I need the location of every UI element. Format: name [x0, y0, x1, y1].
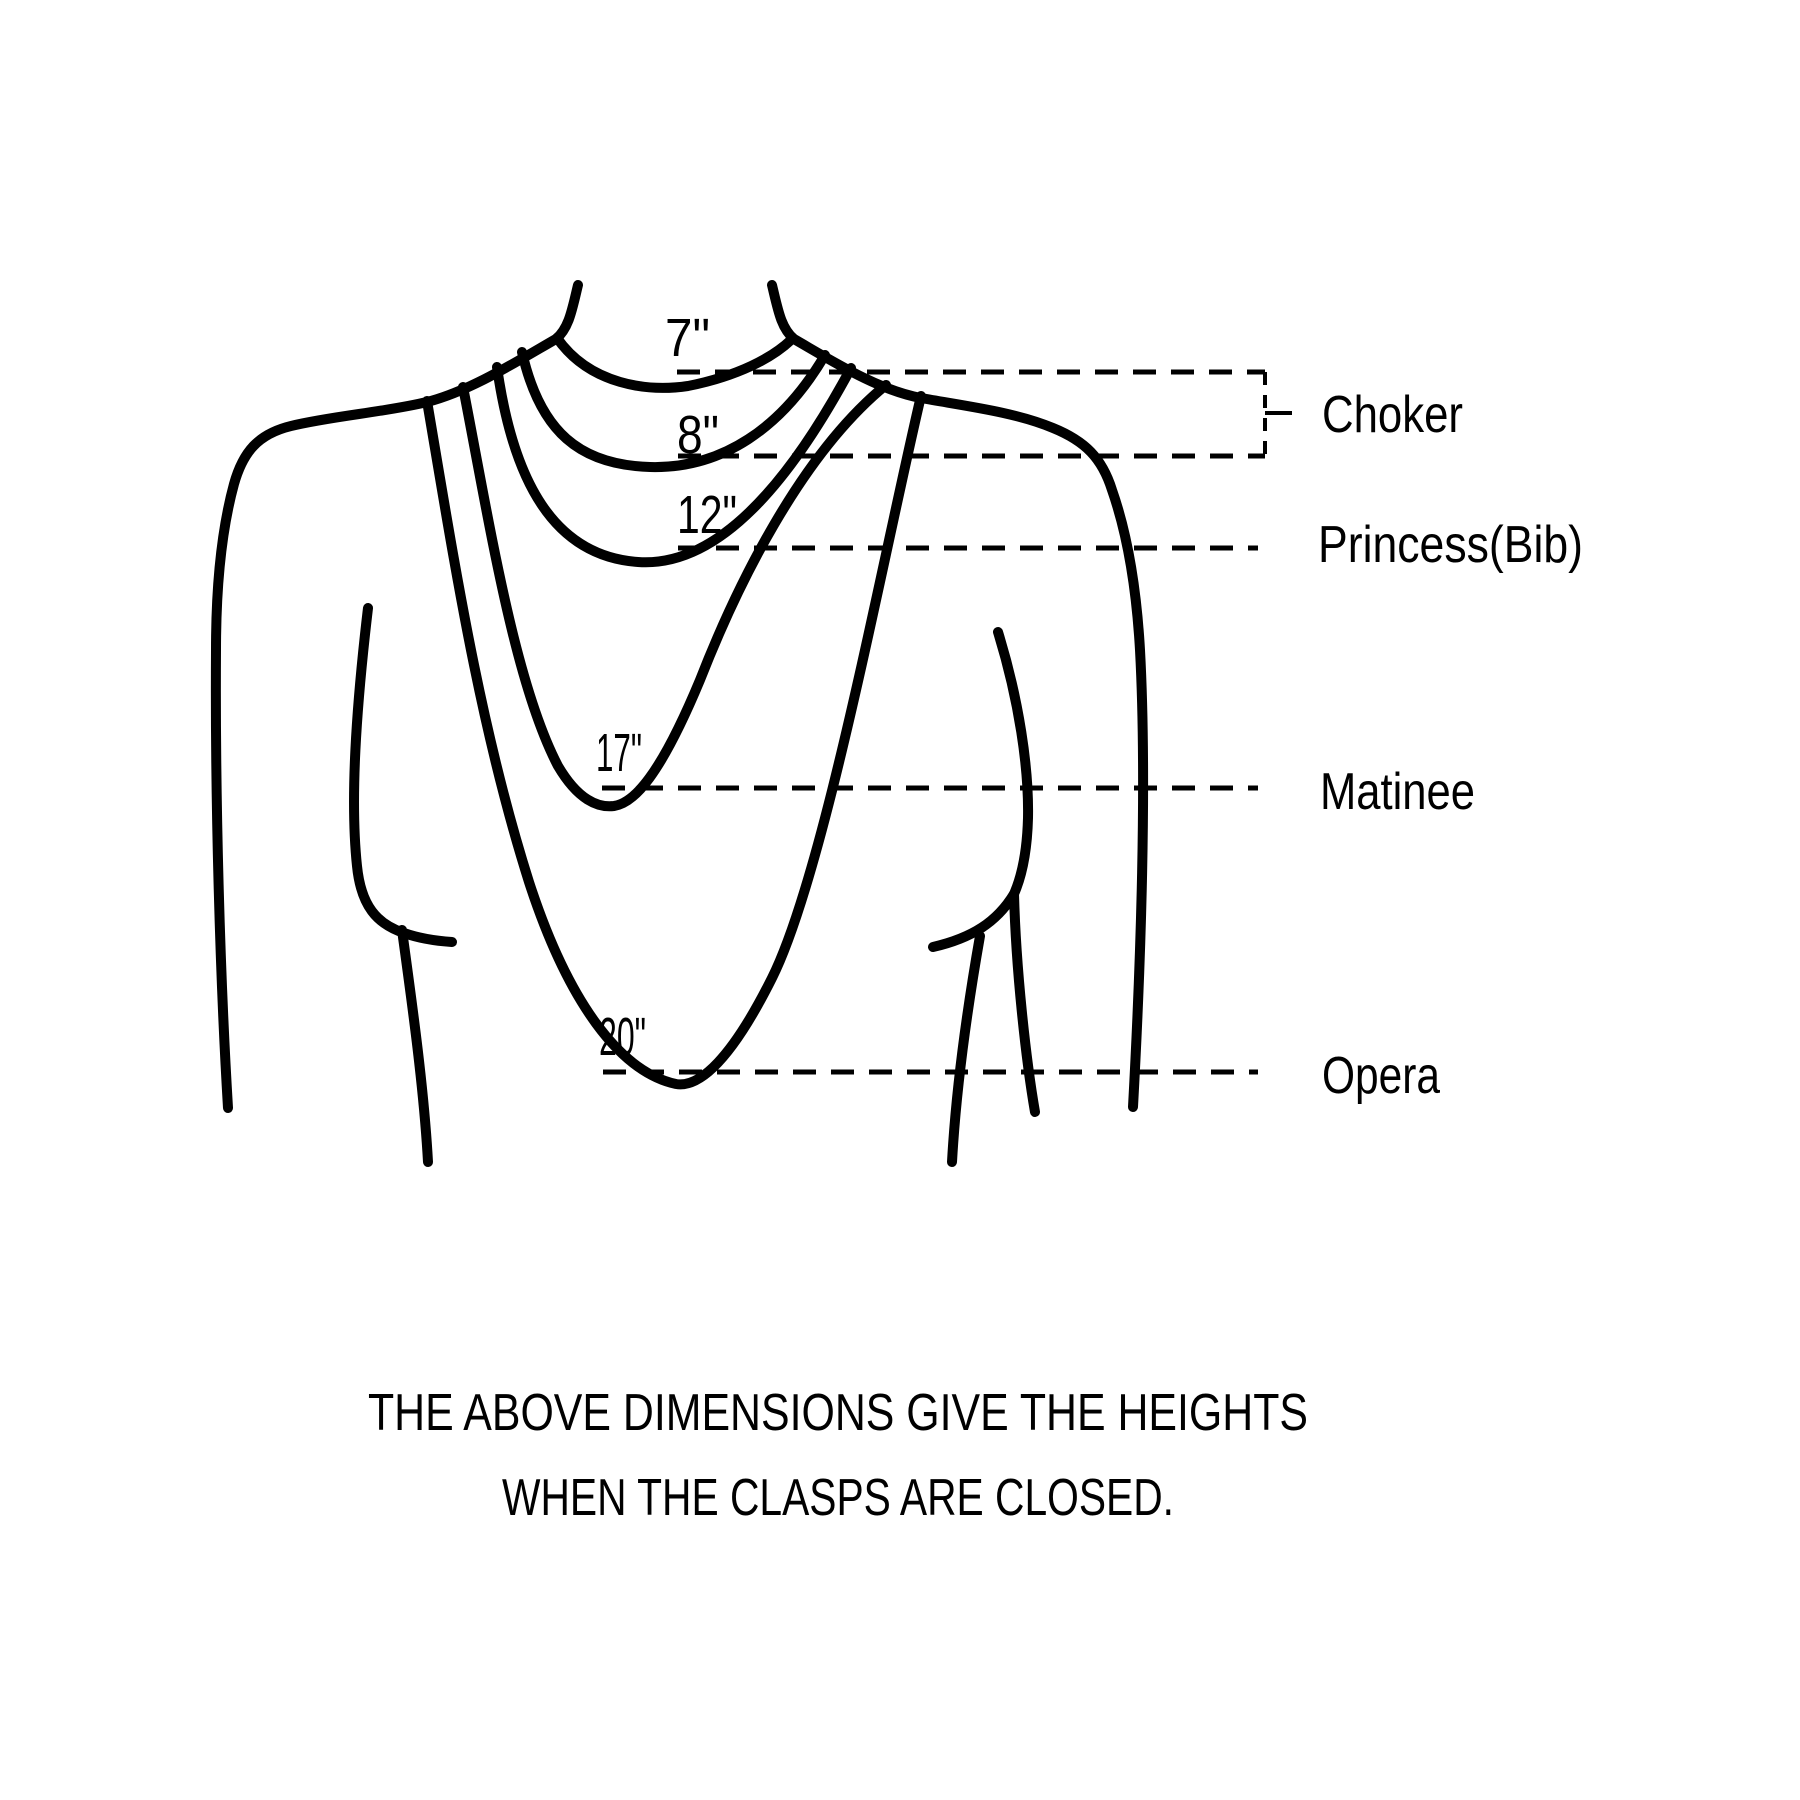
- footer-caption-line-1: THE ABOVE DIMENSIONS GIVE THE HEIGHTS: [368, 1384, 1308, 1442]
- breast-curve-right-line: [933, 894, 1014, 947]
- size-label-7in: 7": [665, 308, 710, 368]
- necklace-8in-curve: [522, 352, 825, 467]
- waist-right-line: [952, 936, 980, 1162]
- neck-shoulder-arm-left-line: [216, 285, 578, 1108]
- necklace-17in-curve: [463, 385, 886, 806]
- size-label-8in: 8": [677, 405, 719, 465]
- necklace-label-matinee: Matinee: [1320, 763, 1475, 821]
- armpit-chest-left-line: [354, 608, 452, 942]
- armpit-chest-right-line: [998, 632, 1035, 1112]
- size-label-17in: 17": [596, 723, 642, 783]
- necklace-label-choker: Choker: [1322, 386, 1463, 444]
- waist-left-line: [402, 930, 428, 1162]
- size-label-20in: 20": [599, 1007, 646, 1067]
- necklace-label-princess: Princess(Bib): [1318, 516, 1583, 574]
- footer-caption-line-2: WHEN THE CLASPS ARE CLOSED.: [502, 1469, 1174, 1527]
- necklace-label-opera: Opera: [1322, 1047, 1441, 1105]
- size-label-12in: 12": [677, 485, 737, 545]
